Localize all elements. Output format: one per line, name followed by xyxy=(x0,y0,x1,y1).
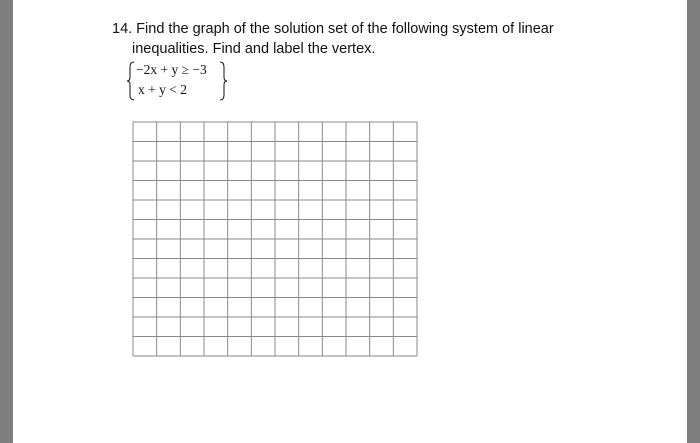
problem-statement-line-2: inequalities. Find and label the vertex. xyxy=(132,41,376,57)
inequality-2: x + y < 2 xyxy=(138,82,187,97)
grid-canvas xyxy=(132,121,418,357)
inequality-1: −2x + y ≥ −3 xyxy=(136,62,207,77)
problem-statement-line-1: 14. Find the graph of the solution set of the following system of linear xyxy=(112,21,554,37)
inequality-system xyxy=(127,60,227,102)
worksheet-page xyxy=(13,0,687,443)
graph-grid xyxy=(132,121,418,357)
